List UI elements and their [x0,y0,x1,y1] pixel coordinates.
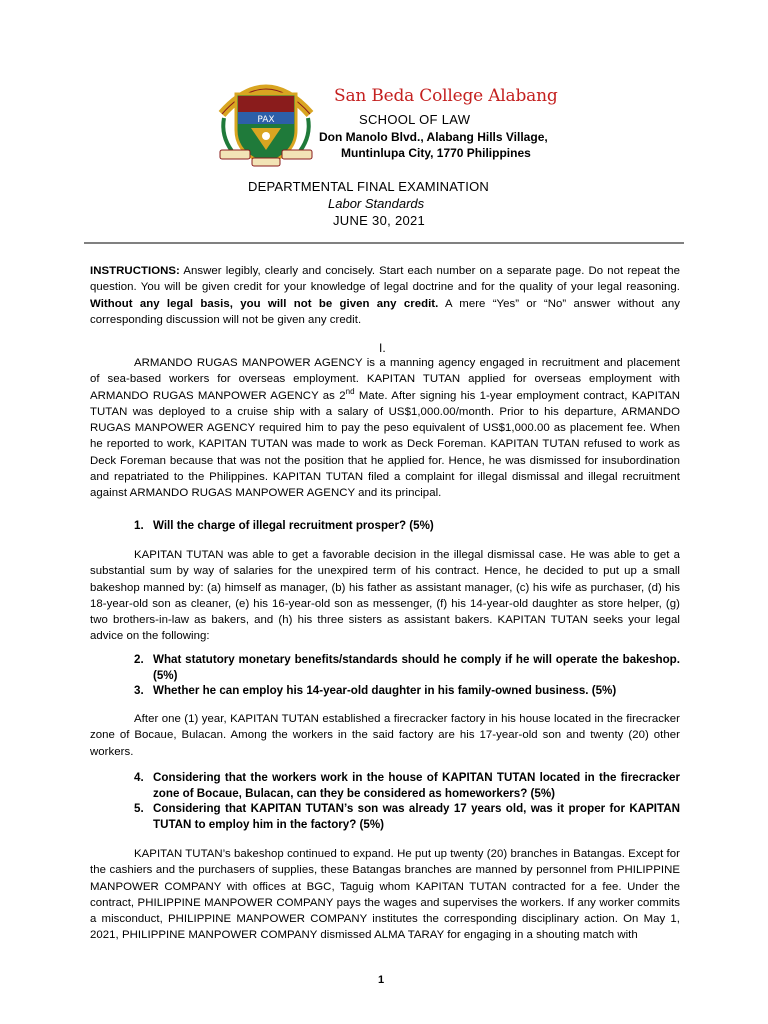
instructions-text-a: Answer legibly, clearly and concisely. Start each number on a separate page. Do not repeat the question. You will be given credit for your knowledge of legal doctrine and for the quality of your legal reasoning. [90,265,680,294]
svg-text:PAX: PAX [257,115,275,125]
section-number: I. [379,341,386,355]
instructions-paragraph [90,263,680,328]
question-1 [134,518,680,534]
paragraph-2 [90,547,680,645]
paragraph-4-text: KAPITAN TUTAN’s bakeshop continued to expand. He put up twenty (20) branches in Batangas. Except for the cashiers and the purchasers of supplies, these Batangas branches are manned by personnel from PHILIPPINE MANPOWER COMPANY with offices at BGC, Taguig whom KAPITAN TUTAN contracted for a fee. Under the contract, PHILIPPINE MANPOWER COMPANY pays the wages and supervises the workers. If any worker commits a misconduct, PHILIPPINE MANPOWER COMPANY institutes the corresponding disciplinary action. On May 1, 2021, PHILIPPINE MANPOWER COMPANY dismissed ALMA TARAY for engaging in a shouting match with [90,848,680,942]
exam-date: JUNE 30, 2021 [333,213,426,228]
question-2 [134,652,680,685]
paragraph-1-superscript: nd [345,386,355,396]
question-number: 1. [134,519,144,532]
question-text: What statutory monetary benefits/standards should he comply if he will operate the bakeshop. (5%) [153,653,680,683]
question-5 [134,801,680,834]
exam-title: DEPARTMENTAL FINAL EXAMINATION [248,179,489,194]
question-number: 5. [134,802,144,815]
header-divider [84,242,684,244]
paragraph-1 [90,355,680,502]
address-line-2: Muntinlupa City, 1770 Philippines [341,146,531,160]
school-name: SCHOOL OF LAW [359,112,471,127]
paragraph-1-text-a: ARMANDO RUGAS MANPOWER AGENCY is a manning agency engaged in recruitment and placement of sea-based workers for overseas employment. KAPITAN TUTAN applied for overseas employment with ARMANDO RUGAS MANPOWER AGENCY as 2 [90,357,680,402]
paragraph-2-text: KAPITAN TUTAN was able to get a favorable decision in the illegal dismissal case. He was able to get a substantial sum by way of salaries for the unexpired term of his contract. Hence, he decided to put up a small bakeshop manned by: (a) himself as manager, (b) his father as assistant manager, (c) his wife as purchaser, (d) his 18-year-old son as cleaner, (e) his 16-year-old son as messenger, (f) his 14-year-old daughter as store helper, (g) two brothers-in-law as bakers, and (h) his three sisters as assistant bakers. KAPITAN TUTAN seeks your legal advice on the following: [90,549,680,643]
college-seal-logo [216,74,316,168]
question-text: Considering that the workers work in the house of KAPITAN TUTAN located in the firecracker zone of Bocaue, Bulacan, can they be considered as homeworkers? (5%) [153,771,680,801]
paragraph-3 [90,711,680,760]
question-text: Will the charge of illegal recruitment prosper? (5%) [153,519,434,532]
address-line-1: Don Manolo Blvd., Alabang Hills Village, [319,130,548,144]
college-name: San Beda College Alabang [334,86,558,106]
paragraph-1-text-b: Mate. After signing his 1-year employment contract, KAPITAN TUTAN was deployed to a cruise ship with a salary of US$1,000.00/month. Prior to his departure, ARMANDO RUGAS MANPOWER AGENCY required him to pay the peso equivalent of US$1,000.00 as placement fee. When he reported to work, KAPITAN TUTAN was made to work as Deck Foreman. KAPITAN TUTAN refused to work as Deck Foreman because that was not the position that he applied for. Hence, he was dismissed for insubordination and repatriated to the Philippines. KAPITAN TUTAN filed a complaint for illegal dismissal and illegal recruitment against ARMANDO RUGAS MANPOWER AGENCY and its principal. [90,389,680,500]
instructions-label: INSTRUCTIONS: [90,265,180,277]
page-number: 1 [378,974,385,986]
question-number: 3. [134,684,144,697]
question-number: 4. [134,771,144,784]
question-text: Considering that KAPITAN TUTAN’s son was already 17 years old, was it proper for KAPITAN TUTAN to employ him in the factory? (5%) [153,802,680,832]
paragraph-3-text: After one (1) year, KAPITAN TUTAN established a firecracker factory in his house located in the firecracker zone of Bocaue, Bulacan. Among the workers in the said factory are his 17-year-old son and twenty (20) other workers. [90,713,680,758]
question-text: Whether he can employ his 14-year-old daughter in his family-owned business. (5%) [153,684,617,697]
question-number: 2. [134,653,144,666]
question-4 [134,770,680,803]
question-3 [134,683,680,699]
instructions-bold: Without any legal basis, you will not be given any credit. [90,297,439,310]
exam-subject: Labor Standards [328,196,425,211]
instructions-text-b: A mere “Yes” or “No” answer without any corresponding discussion will not be given any credit. [90,297,680,326]
paragraph-4 [90,846,680,944]
